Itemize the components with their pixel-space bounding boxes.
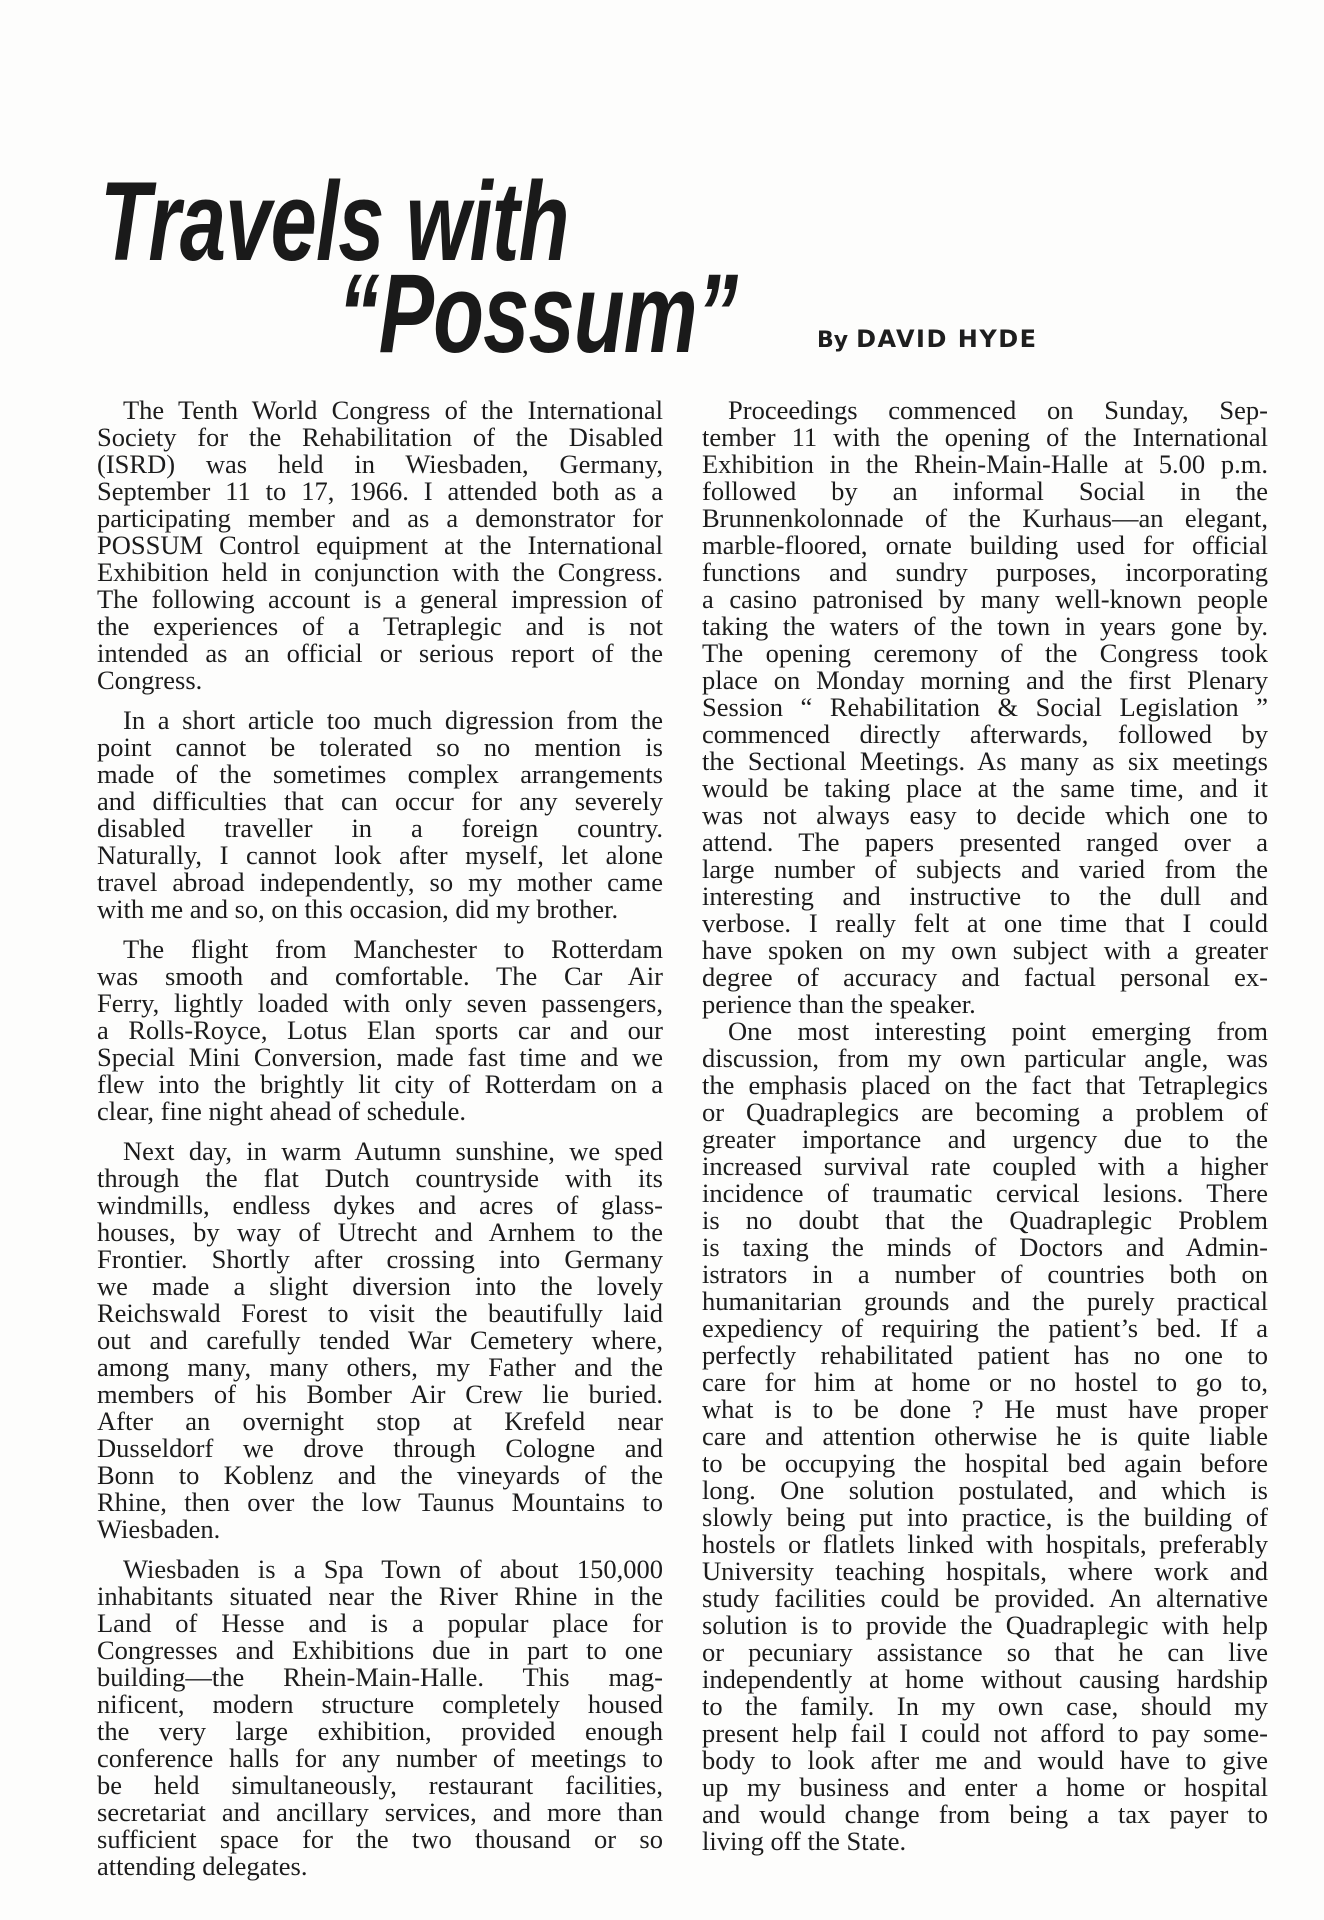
text-line: perience than the speaker. xyxy=(702,989,976,1019)
text-line: verbose. I really felt at one time that I could xyxy=(702,908,1268,938)
text-line: place on Monday morning and the first Plenary xyxy=(702,665,1268,695)
text-line: Proceedings commenced on Sunday, Sep- xyxy=(728,395,1268,425)
text-line: up my business and enter a home or hospital xyxy=(702,1772,1268,1802)
text-line: Special Mini Conversion, made fast time and we xyxy=(97,1042,663,1072)
text-line: flew into the brightly lit city of Rotterdam on a xyxy=(97,1069,663,1099)
text-line: made of the sometimes complex arrangements xyxy=(97,759,663,789)
text-line: Exhibition in the Rhein-Main-Halle at 5.00 p.m. xyxy=(702,449,1268,479)
text-line: Exhibition held in conjunction with the Congress. xyxy=(97,557,663,587)
byline xyxy=(817,325,1038,353)
text-line: In a short article too much digression from the xyxy=(123,705,663,735)
text-line: or Quadraplegics are becoming a problem of xyxy=(702,1097,1268,1127)
text-line: and would change from being a tax payer to xyxy=(702,1799,1268,1829)
text-line: study facilities could be provided. An alternative xyxy=(702,1583,1268,1613)
text-line: Land of Hesse and is a popular place for xyxy=(97,1608,663,1638)
text-line: attending delegates. xyxy=(97,1851,308,1881)
text-line: slowly being put into practice, is the building of xyxy=(702,1502,1268,1532)
paragraph xyxy=(702,1018,1268,1855)
text-line: nificent, modern structure completely housed xyxy=(97,1689,663,1719)
text-line: houses, by way of Utrecht and Arnhem to the xyxy=(97,1217,663,1247)
text-line: to the family. In my own case, should my xyxy=(702,1691,1268,1721)
text-line: Naturally, I cannot look after myself, let alone xyxy=(97,840,663,870)
text-line: point cannot be tolerated so no mention is xyxy=(97,732,663,762)
text-line: Wiesbaden. xyxy=(97,1514,221,1544)
text-line: sufficient space for the two thousand or so xyxy=(97,1824,663,1854)
text-line: was smooth and comfortable. The Car Air xyxy=(97,961,663,991)
text-line: The following account is a general impression of xyxy=(97,584,663,614)
text-line: attend. The papers presented ranged over a xyxy=(702,827,1268,857)
text-line: (ISRD) was held in Wiesbaden, Germany, xyxy=(97,449,663,479)
text-line: is taxing the minds of Doctors and Admin- xyxy=(702,1232,1268,1262)
text-line: was not always easy to decide which one to xyxy=(702,800,1268,830)
byline-author: DAVID HYDE xyxy=(856,325,1038,353)
text-line: or pecuniary assistance so that he can live xyxy=(702,1637,1268,1667)
text-line: windmills, endless dykes and acres of glass- xyxy=(97,1190,663,1220)
text-line: Ferry, lightly loaded with only seven passengers, xyxy=(97,988,663,1018)
text-line: commenced directly afterwards, followed by xyxy=(702,719,1268,749)
text-line: the emphasis placed on the fact that Tetraplegics xyxy=(702,1070,1268,1100)
paragraph xyxy=(97,397,663,694)
text-line: independently at home without causing hardship xyxy=(702,1664,1268,1694)
text-line: Rhine, then over the low Taunus Mountains to xyxy=(97,1487,663,1517)
text-line: interesting and instructive to the dull and xyxy=(702,881,1268,911)
text-line: the experiences of a Tetraplegic and is not xyxy=(97,611,663,641)
text-line: participating member and as a demonstrator for xyxy=(97,503,663,533)
paragraph xyxy=(97,1138,663,1543)
text-line: taking the waters of the town in years gone by. xyxy=(702,611,1268,641)
text-line: The opening ceremony of the Congress took xyxy=(702,638,1268,668)
text-line: increased survival rate coupled with a higher xyxy=(702,1151,1268,1181)
text-line: One most interesting point emerging from xyxy=(728,1016,1268,1046)
text-line: Dusseldorf we drove through Cologne and xyxy=(97,1433,663,1463)
text-line: a casino patronised by many well-known people xyxy=(702,584,1268,614)
text-line: the Sectional Meetings. As many as six meetings xyxy=(702,746,1268,776)
text-line: among many, many others, my Father and the xyxy=(97,1352,663,1382)
text-line: body to look after me and would have to give xyxy=(702,1745,1268,1775)
text-line: Congress. xyxy=(97,665,203,695)
text-line: clear, fine night ahead of schedule. xyxy=(97,1096,467,1126)
text-line: istrators in a number of countries both on xyxy=(702,1259,1268,1289)
text-line: inhabitants situated near the River Rhine in the xyxy=(97,1581,663,1611)
text-line: functions and sundry purposes, incorporating xyxy=(702,557,1268,587)
byline-prefix: By xyxy=(817,328,849,353)
text-line: Session “ Rehabilitation & Social Legislation ” xyxy=(702,692,1268,722)
text-line: Congresses and Exhibitions due in part to one xyxy=(97,1635,663,1665)
text-line: Bonn to Koblenz and the vineyards of the xyxy=(97,1460,663,1490)
text-line: care for him at home or no hostel to go to, xyxy=(702,1367,1268,1397)
text-line: expediency of requiring the patient’s bed. If a xyxy=(702,1313,1268,1343)
text-line: we made a slight diversion into the lovely xyxy=(97,1271,663,1301)
text-line: Next day, in warm Autumn sunshine, we sped xyxy=(123,1136,663,1166)
text-line: conference halls for any number of meetings to xyxy=(97,1743,663,1773)
text-line: discussion, from my own particular angle, was xyxy=(702,1043,1268,1073)
column-left xyxy=(97,397,663,1880)
text-line: intended as an official or serious report of the xyxy=(97,638,663,668)
text-line: degree of accuracy and factual personal ex- xyxy=(702,962,1268,992)
text-line: marble-floored, ornate building used for official xyxy=(702,530,1268,560)
text-line: solution is to provide the Quadraplegic with help xyxy=(702,1610,1268,1640)
text-line: The Tenth World Congress of the International xyxy=(123,395,663,425)
paragraph xyxy=(97,936,663,1125)
text-line: hostels or flatlets linked with hospitals, preferably xyxy=(702,1529,1268,1559)
text-line: with me and so, on this occasion, did my brother. xyxy=(97,894,619,924)
text-line: building—the Rhein-Main-Halle. This mag- xyxy=(97,1662,663,1692)
text-line: greater importance and urgency due to the xyxy=(702,1124,1268,1154)
text-line: incidence of traumatic cervical lesions. There xyxy=(702,1178,1268,1208)
text-line: travel abroad independently, so my mother came xyxy=(97,867,663,897)
text-line: care and attention otherwise he is quite liable xyxy=(702,1421,1268,1451)
text-line: followed by an informal Social in the xyxy=(702,476,1268,506)
text-line: members of his Bomber Air Crew lie buried. xyxy=(97,1379,663,1409)
text-line: POSSUM Control equipment at the International xyxy=(97,530,663,560)
text-line: to be occupying the hospital bed again before xyxy=(702,1448,1268,1478)
text-line: perfectly rehabilitated patient has no one to xyxy=(702,1340,1268,1370)
text-line: The flight from Manchester to Rotterdam xyxy=(123,934,663,964)
article-title-line-1: Travels with xyxy=(100,159,569,284)
text-line: September 11 to 17, 1966. I attended both as a xyxy=(97,476,663,506)
text-line: the very large exhibition, provided enough xyxy=(97,1716,663,1746)
text-line: large number of subjects and varied from the xyxy=(702,854,1268,884)
text-line: tember 11 with the opening of the International xyxy=(702,422,1268,452)
text-line: is no doubt that the Quadraplegic Problem xyxy=(702,1205,1268,1235)
article-title-line-2: “Possum” xyxy=(338,251,738,376)
text-line: Reichswald Forest to visit the beautifully laid xyxy=(97,1298,663,1328)
text-line: disabled traveller in a foreign country. xyxy=(97,813,663,843)
text-line: present help fail I could not afford to pay some- xyxy=(702,1718,1268,1748)
text-line: living off the State. xyxy=(702,1826,907,1856)
text-line: Brunnenkolonnade of the Kurhaus—an elegant, xyxy=(702,503,1268,533)
text-line: After an overnight stop at Krefeld near xyxy=(97,1406,663,1436)
text-line: Society for the Rehabilitation of the Disabled xyxy=(97,422,663,452)
paragraph xyxy=(97,1556,663,1880)
text-line: what is to be done ? He must have proper xyxy=(702,1394,1268,1424)
paragraph xyxy=(702,397,1268,1018)
text-line: out and carefully tended War Cemetery where, xyxy=(97,1325,663,1355)
text-line: through the flat Dutch countryside with its xyxy=(97,1163,663,1193)
paragraph xyxy=(97,707,663,923)
text-line: secretariat and ancillary services, and more than xyxy=(97,1797,663,1827)
text-line: would be taking place at the same time, and it xyxy=(702,773,1268,803)
text-line: long. One solution postulated, and which is xyxy=(702,1475,1268,1505)
text-line: have spoken on my own subject with a greater xyxy=(702,935,1268,965)
text-line: University teaching hospitals, where work and xyxy=(702,1556,1268,1586)
text-line: and difficulties that can occur for any severely xyxy=(97,786,663,816)
column-right xyxy=(702,397,1268,1855)
text-line: humanitarian grounds and the purely practical xyxy=(702,1286,1268,1316)
text-line: Frontier. Shortly after crossing into Germany xyxy=(97,1244,663,1274)
text-line: a Rolls-Royce, Lotus Elan sports car and our xyxy=(97,1015,663,1045)
text-line: be held simultaneously, restaurant facilities, xyxy=(97,1770,663,1800)
text-line: Wiesbaden is a Spa Town of about 150,000 xyxy=(123,1554,663,1584)
